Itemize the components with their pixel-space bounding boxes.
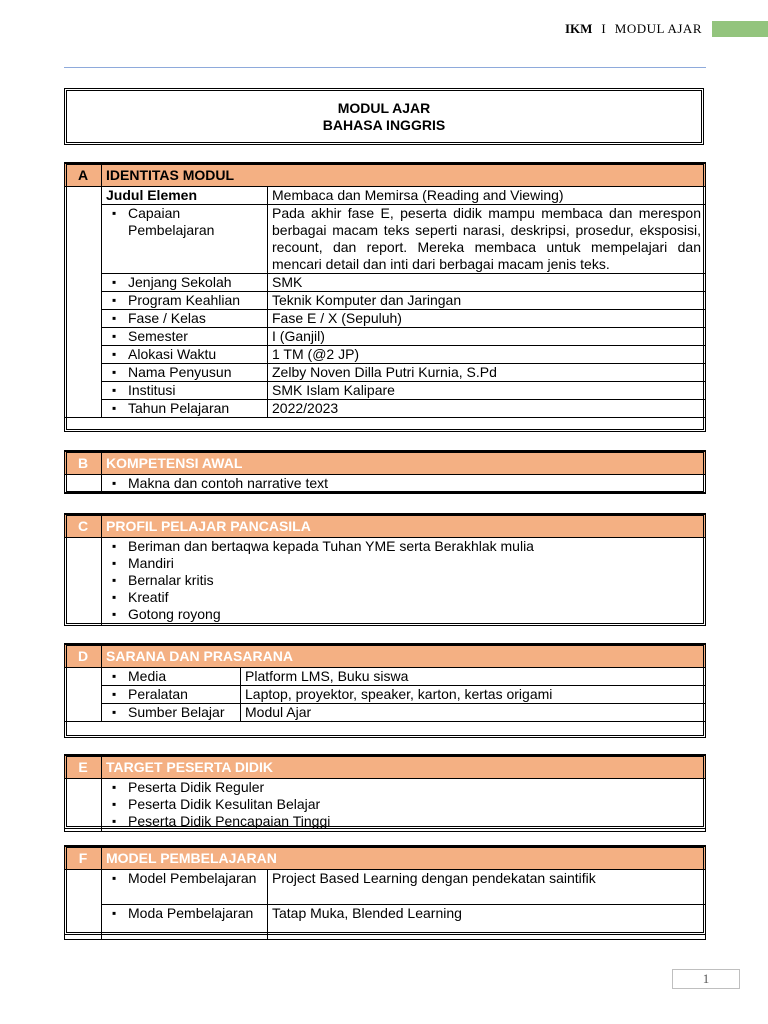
section-a-title: IDENTITAS MODUL xyxy=(102,164,706,187)
section-b-title: KOMPETENSI AWAL xyxy=(102,452,706,475)
row-value: 2022/2023 xyxy=(268,400,706,418)
row-label: ▪ Tahun Pelajaran xyxy=(106,400,263,417)
list-item: ▪ Beriman dan bertaqwa kepada Tuhan YME serta Berakhlak mulia xyxy=(106,538,701,555)
row-value: SMK xyxy=(268,274,706,292)
section-b-table xyxy=(64,451,706,493)
section-c-title: PROFIL PELAJAR PANCASILA xyxy=(102,515,706,538)
row-label: ▪ Peralatan xyxy=(106,686,236,703)
row-value: Modul Ajar xyxy=(241,704,706,722)
row-value: 1 TM (@2 JP) xyxy=(268,346,706,364)
row-label: ▪ Semester xyxy=(106,328,263,345)
section-a-letter: A xyxy=(65,164,102,187)
section-d-table xyxy=(64,644,706,722)
title-box xyxy=(64,88,704,145)
section-c-table xyxy=(64,514,706,626)
header-ikm: IKM xyxy=(564,21,593,36)
judul-label: Judul Elemen xyxy=(102,187,268,205)
row-label: ▪ Program Keahlian xyxy=(106,292,263,309)
list-item: ▪ Peserta Didik Kesulitan Belajar xyxy=(106,796,701,813)
list-item: ▪ Peserta Didik Pencapaian Tinggi xyxy=(106,813,701,830)
section-d-title: SARANA DAN PRASARANA xyxy=(102,645,706,668)
header-rule xyxy=(64,67,706,68)
row-label: ▪ Model Pembelajaran xyxy=(106,870,263,887)
section-d-letter: D xyxy=(65,645,102,668)
title-line-2: BAHASA INGGRIS xyxy=(322,117,446,133)
judul-value: Membaca dan Memirsa (Reading and Viewing) xyxy=(268,187,706,205)
section-b-letter: B xyxy=(65,452,102,475)
row-label: ▪ Sumber Belajar xyxy=(106,704,236,721)
page-number: 1 xyxy=(672,969,740,989)
row-label: ▪ Fase / Kelas xyxy=(106,310,263,327)
row-label: ▪ Institusi xyxy=(106,382,263,399)
row-value: I (Ganjil) xyxy=(268,328,706,346)
row-label: ▪ Media xyxy=(106,668,236,685)
list-item: ▪ Peserta Didik Reguler xyxy=(106,779,701,796)
row-label: ▪ Jenjang Sekolah xyxy=(106,274,263,291)
section-e-letter: E xyxy=(65,756,102,779)
row-value: Fase E / X (Sepuluh) xyxy=(268,310,706,328)
section-c-letter: C xyxy=(65,515,102,538)
section-e-table xyxy=(64,755,706,832)
title-line-1: MODUL AJAR xyxy=(337,100,431,116)
section-e-title: TARGET PESERTA DIDIK xyxy=(102,756,706,779)
list-item: ▪ Mandiri xyxy=(106,555,701,572)
row-label: ▪ Nama Penyusun xyxy=(106,364,263,381)
header-accent-bar xyxy=(712,21,768,37)
list-item: ▪ Makna dan contoh narrative text xyxy=(106,475,701,492)
header-module: MODUL AJAR xyxy=(614,21,702,36)
row-value: SMK Islam Kalipare xyxy=(268,382,706,400)
capaian-value: Pada akhir fase E, peserta didik mampu membaca dan merespon berbagai macam teks seperti narasi, deskripsi, prosedur, eksposisi, recount, dan report. Mereka membaca untuk mempelajari dan mencari detail dan inti dari berbagai macam jenis teks. xyxy=(268,205,706,274)
list-item: ▪ Kreatif xyxy=(106,589,701,606)
page-header xyxy=(565,20,768,38)
section-f-table xyxy=(64,846,706,940)
row-value: Platform LMS, Buku siswa xyxy=(241,668,706,686)
section-f-title: MODEL PEMBELAJARAN xyxy=(102,847,706,870)
row-label: ▪ Moda Pembelajaran xyxy=(106,905,263,922)
row-value: Project Based Learning dengan pendekatan saintifik xyxy=(268,870,706,905)
list-item: ▪ Gotong royong xyxy=(106,606,701,623)
row-value: Laptop, proyektor, speaker, karton, kertas origami xyxy=(241,686,706,704)
header-separator: I xyxy=(601,21,606,36)
section-f-letter: F xyxy=(65,847,102,870)
row-value: Zelby Noven Dilla Putri Kurnia, S.Pd xyxy=(268,364,706,382)
section-a-table xyxy=(64,163,706,418)
row-value: Teknik Komputer dan Jaringan xyxy=(268,292,706,310)
row-label: ▪ Alokasi Waktu xyxy=(106,346,263,363)
list-item: ▪ Bernalar kritis xyxy=(106,572,701,589)
capaian-label: ▪ Capaian Pembelajaran xyxy=(106,205,263,239)
row-value: Tatap Muka, Blended Learning xyxy=(268,905,706,940)
